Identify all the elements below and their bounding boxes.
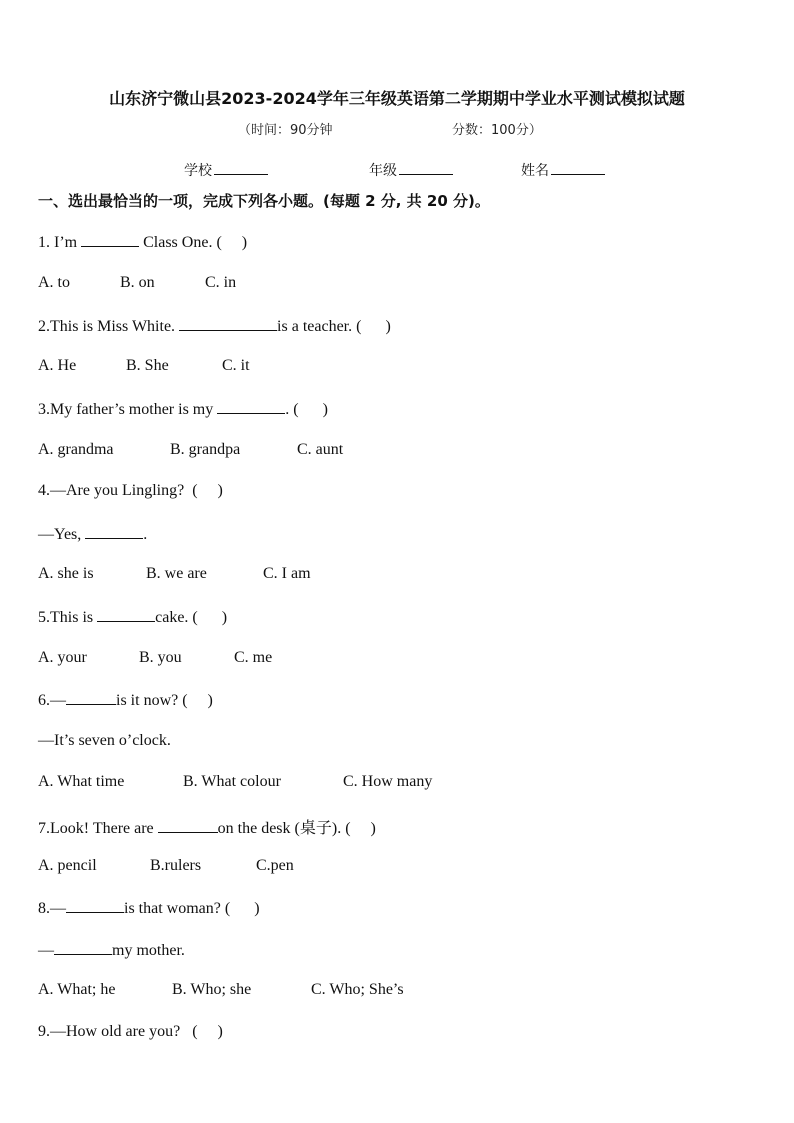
section-heading: 一、选出最恰当的一项，完成下列各小题。(每题 2 分, 共 20 分)。 bbox=[38, 192, 490, 210]
question-4: 4.—Are you Lingling? ( ) bbox=[38, 482, 223, 499]
question-8-options bbox=[38, 981, 404, 999]
answer-blank bbox=[158, 818, 218, 833]
option-a: A. your bbox=[38, 649, 87, 666]
answer-blank bbox=[81, 232, 139, 247]
answer-blank bbox=[179, 316, 277, 331]
question-5: 5.This is cake. ( ) bbox=[38, 609, 228, 626]
option-b: B. on bbox=[120, 274, 155, 291]
answer-blank bbox=[54, 940, 112, 955]
option-b: B. grandpa bbox=[170, 441, 241, 458]
question-7-options bbox=[38, 857, 294, 875]
option-b: B. What colour bbox=[183, 773, 281, 790]
option-b: B. we are bbox=[146, 565, 207, 582]
question-3: 3.My father’s mother is my . ( ) bbox=[38, 401, 328, 418]
option-c: C.pen bbox=[256, 857, 294, 874]
question-2-options bbox=[38, 357, 250, 375]
option-c: C. in bbox=[205, 274, 237, 291]
question-4-reply: —Yes, . bbox=[38, 526, 148, 543]
question-1-options bbox=[38, 274, 237, 292]
answer-blank bbox=[97, 607, 155, 622]
name-blank bbox=[551, 160, 605, 175]
school-field: 学校 bbox=[184, 160, 268, 180]
option-c: C. me bbox=[234, 649, 273, 666]
question-9: 9.—How old are you? ( ) bbox=[38, 1023, 223, 1040]
question-6-reply: —It’s seven o’clock. bbox=[38, 732, 171, 749]
question-8: 8.— is that woman? ( ) bbox=[38, 900, 260, 917]
option-c: C. I am bbox=[263, 565, 311, 582]
option-c: C. Who; She’s bbox=[311, 981, 404, 998]
option-a: A. to bbox=[38, 274, 70, 291]
option-a: A. What; he bbox=[38, 981, 116, 998]
question-2: 2.This is Miss White. is a teacher. ( ) bbox=[38, 318, 391, 335]
grade-field: 年级 bbox=[369, 160, 453, 180]
option-c: C. How many bbox=[343, 773, 433, 790]
option-b: B. She bbox=[126, 357, 169, 374]
option-b: B.rulers bbox=[150, 857, 202, 874]
answer-blank bbox=[66, 898, 124, 913]
time-label: （时间：90分钟 bbox=[238, 123, 333, 138]
option-a: A. grandma bbox=[38, 441, 114, 458]
score-label: 分数：100分） bbox=[452, 123, 542, 138]
question-6-options bbox=[38, 773, 433, 791]
option-a: A. she is bbox=[38, 565, 94, 582]
name-field: 姓名 bbox=[521, 160, 605, 180]
option-a: A. What time bbox=[38, 773, 125, 790]
option-c: C. aunt bbox=[297, 441, 344, 458]
question-7: 7.Look! There are on the desk (桌子). ( ) bbox=[38, 820, 376, 837]
option-b: B. Who; she bbox=[172, 981, 252, 998]
option-b: B. you bbox=[139, 649, 182, 666]
answer-blank bbox=[217, 399, 285, 414]
page-title: 山东济宁微山县2023-2024学年三年级英语第二学期期中学业水平测试模拟试题 bbox=[109, 89, 685, 108]
question-4-options bbox=[38, 565, 311, 583]
answer-blank bbox=[66, 690, 116, 705]
question-5-options bbox=[38, 649, 273, 667]
option-a: A. He bbox=[38, 357, 77, 374]
question-8-reply: — my mother. bbox=[38, 942, 185, 959]
question-1: 1. I’m Class One. ( ) bbox=[38, 234, 248, 251]
question-3-options bbox=[38, 441, 344, 459]
school-blank bbox=[214, 160, 268, 175]
answer-blank bbox=[85, 524, 143, 539]
question-6: 6.— is it now? ( ) bbox=[38, 692, 213, 709]
option-c: C. it bbox=[222, 357, 250, 374]
option-a: A. pencil bbox=[38, 857, 97, 874]
grade-blank bbox=[399, 160, 453, 175]
